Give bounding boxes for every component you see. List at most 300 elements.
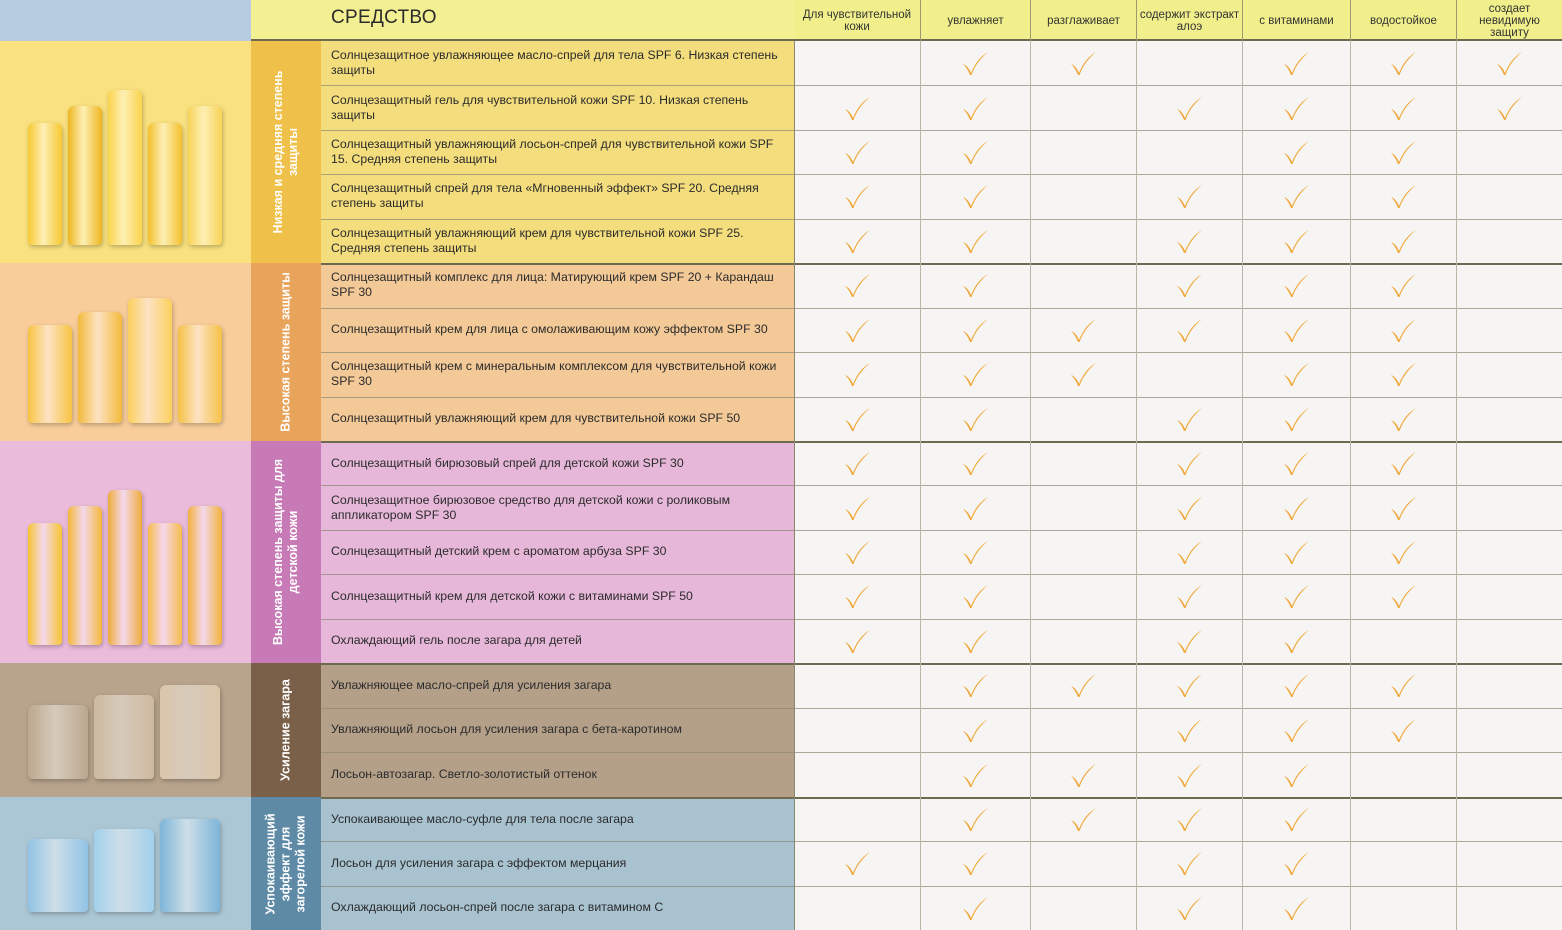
check-icon	[1174, 538, 1204, 566]
cell-7	[1456, 619, 1562, 663]
cell-5	[1242, 219, 1350, 263]
cell-2	[920, 174, 1030, 218]
cell-5	[1242, 574, 1350, 618]
band-label-text: Усиление загара	[278, 679, 293, 781]
check-icon	[960, 182, 990, 210]
check-icon	[1281, 138, 1311, 166]
check-icon	[1388, 182, 1418, 210]
cell-1	[794, 308, 920, 353]
check-icon	[1068, 360, 1098, 388]
cell-3	[1030, 841, 1136, 885]
product-name: Солнцезащитный увлажняющий крем для чувствительной кожи SPF 50	[331, 411, 741, 426]
cell-4	[1136, 886, 1242, 930]
check-icon	[960, 849, 990, 877]
cell-3	[1030, 219, 1136, 263]
cell-3	[1030, 397, 1136, 442]
product-name: Солнцезащитный крем с минеральным комплексом для чувствительной кожи SPF 30	[331, 359, 777, 389]
table-row	[0, 752, 1562, 797]
check-icon	[1281, 582, 1311, 610]
band-divider	[321, 797, 1562, 799]
row-divider	[321, 219, 1562, 220]
check-icon	[842, 849, 872, 877]
cell-6	[1350, 219, 1456, 263]
cell-4	[1136, 485, 1242, 529]
check-icon	[1388, 138, 1418, 166]
row-divider	[321, 530, 1562, 531]
cell-2	[920, 308, 1030, 353]
cell-2	[920, 441, 1030, 485]
cell-5	[1242, 263, 1350, 308]
check-icon	[1388, 671, 1418, 699]
table-row	[0, 797, 1562, 841]
column-header-5: с витаминами	[1242, 0, 1350, 41]
cell-7	[1456, 752, 1562, 797]
check-icon	[960, 538, 990, 566]
check-icon	[1174, 449, 1204, 477]
table-row	[0, 219, 1562, 263]
cell-6	[1350, 663, 1456, 708]
cell-5	[1242, 41, 1350, 85]
check-icon	[960, 227, 990, 255]
check-icon	[1174, 227, 1204, 255]
check-icon	[1281, 849, 1311, 877]
check-icon	[842, 227, 872, 255]
check-icon	[1388, 716, 1418, 744]
cell-6	[1350, 797, 1456, 841]
cell-6	[1350, 619, 1456, 663]
row-divider	[321, 130, 1562, 131]
check-icon	[1494, 94, 1524, 122]
check-icon	[1281, 671, 1311, 699]
check-icon	[1281, 494, 1311, 522]
table-row	[0, 352, 1562, 397]
cell-7	[1456, 485, 1562, 529]
table-row	[0, 308, 1562, 353]
product-name: Солнцезащитный комплекс для лица: Матирующий крем SPF 20 + Карандаш SPF 30	[331, 270, 774, 300]
check-icon	[842, 138, 872, 166]
check-icon	[1174, 582, 1204, 610]
check-icon	[960, 138, 990, 166]
cell-6	[1350, 41, 1456, 85]
cell-7	[1456, 85, 1562, 129]
cell-2	[920, 41, 1030, 85]
band-label-text: Успокаивающий эффект для загорелой кожи	[263, 812, 308, 915]
check-icon	[1174, 849, 1204, 877]
product-name: Охлаждающий лосьон-спрей после загара с витамином С	[331, 900, 664, 915]
cell-7	[1456, 441, 1562, 485]
column-header-6: водостойкое	[1350, 0, 1456, 41]
cell-3	[1030, 752, 1136, 797]
cell-6	[1350, 752, 1456, 797]
cell-5	[1242, 708, 1350, 753]
column-header-4: содержит экстракт алоэ	[1136, 0, 1242, 41]
check-icon	[1388, 494, 1418, 522]
cell-4	[1136, 708, 1242, 753]
cell-6	[1350, 708, 1456, 753]
check-icon	[842, 94, 872, 122]
cell-3	[1030, 619, 1136, 663]
cell-3	[1030, 130, 1136, 174]
cell-3	[1030, 308, 1136, 353]
cell-7	[1456, 574, 1562, 618]
check-icon	[960, 805, 990, 833]
cell-5	[1242, 397, 1350, 442]
check-icon	[842, 582, 872, 610]
cell-1	[794, 174, 920, 218]
cell-3	[1030, 574, 1136, 618]
check-icon	[1174, 271, 1204, 299]
cell-1	[794, 752, 920, 797]
product-name: Солнцезащитный гель для чувствительной кожи SPF 10. Низкая степень защиты	[331, 92, 749, 122]
cell-4	[1136, 530, 1242, 574]
check-icon	[960, 894, 990, 922]
row-divider	[321, 485, 1562, 486]
check-icon	[1281, 805, 1311, 833]
product-name: Солнцезащитное бирюзовое средство для детской кожи с роликовым аппликатором SPF 30	[331, 492, 731, 522]
check-icon	[842, 271, 872, 299]
check-icon	[1388, 316, 1418, 344]
cell-7	[1456, 308, 1562, 353]
check-icon	[1388, 271, 1418, 299]
header-columns	[794, 0, 1562, 41]
check-icon	[842, 449, 872, 477]
check-icon	[960, 405, 990, 433]
cell-1	[794, 41, 920, 85]
table-row	[0, 397, 1562, 442]
row-divider	[321, 886, 1562, 887]
cell-1	[794, 841, 920, 885]
cell-1	[794, 530, 920, 574]
check-icon	[1281, 94, 1311, 122]
cell-5	[1242, 441, 1350, 485]
band-label-text: Высокая степень защиты	[278, 272, 293, 432]
cell-1	[794, 219, 920, 263]
check-icon	[960, 449, 990, 477]
product-name: Охлаждающий гель после загара для детей	[331, 633, 582, 648]
cell-7	[1456, 130, 1562, 174]
check-icon	[842, 538, 872, 566]
check-icon	[842, 494, 872, 522]
column-header-1: Для чувствительной кожи	[802, 8, 912, 33]
cell-5	[1242, 886, 1350, 930]
table-row	[0, 841, 1562, 885]
column-divider	[794, 41, 795, 930]
cell-7	[1456, 797, 1562, 841]
cell-6	[1350, 263, 1456, 308]
column-divider	[1030, 41, 1031, 930]
check-icon	[842, 627, 872, 655]
cell-4	[1136, 619, 1242, 663]
check-icon	[1388, 405, 1418, 433]
row-divider	[321, 708, 1562, 709]
cell-4	[1136, 574, 1242, 618]
header-title: СРЕДСТВО	[331, 7, 437, 28]
cell-5	[1242, 797, 1350, 841]
band-divider	[321, 263, 1562, 265]
table-row	[0, 174, 1562, 218]
cell-5	[1242, 619, 1350, 663]
check-icon	[1281, 627, 1311, 655]
product-name: Солнцезащитный спрей для тела «Мгновенный эффект» SPF 20. Средняя степень защиты	[331, 181, 759, 211]
product-name: Солнцезащитный крем для детской кожи с витаминами SPF 50	[331, 588, 693, 603]
column-header-7: создает невидимую защиту	[1456, 0, 1562, 41]
cell-1	[794, 485, 920, 529]
product-name: Солнцезащитный детский крем с ароматом арбуза SPF 30	[331, 544, 667, 559]
band-2	[0, 263, 1562, 441]
cell-2	[920, 352, 1030, 397]
cell-4	[1136, 797, 1242, 841]
cell-2	[920, 752, 1030, 797]
cell-6	[1350, 174, 1456, 218]
cell-1	[794, 263, 920, 308]
table-row	[0, 85, 1562, 129]
cell-6	[1350, 308, 1456, 353]
check-icon	[1174, 894, 1204, 922]
check-icon	[960, 627, 990, 655]
check-icon	[1068, 671, 1098, 699]
table-row	[0, 619, 1562, 663]
cell-6	[1350, 130, 1456, 174]
cell-4	[1136, 174, 1242, 218]
cell-2	[920, 841, 1030, 885]
product-name: Солнцезащитный бирюзовый спрей для детской кожи SPF 30	[331, 455, 684, 470]
check-icon	[1174, 316, 1204, 344]
check-icon	[1281, 227, 1311, 255]
product-name: Увлажняющее масло-спрей для усиления загара	[331, 677, 612, 692]
header-corner	[0, 0, 251, 41]
check-icon	[1494, 49, 1524, 77]
check-icon	[1281, 449, 1311, 477]
check-icon	[1174, 716, 1204, 744]
cell-7	[1456, 219, 1562, 263]
table-row	[0, 263, 1562, 308]
cell-5	[1242, 308, 1350, 353]
band-divider	[321, 441, 1562, 443]
cell-3	[1030, 708, 1136, 753]
cell-1	[794, 441, 920, 485]
cell-5	[1242, 841, 1350, 885]
cell-2	[920, 886, 1030, 930]
check-icon	[1281, 761, 1311, 789]
table-row	[0, 41, 1562, 85]
cell-2	[920, 708, 1030, 753]
cell-2	[920, 263, 1030, 308]
cell-1	[794, 886, 920, 930]
check-icon	[1388, 227, 1418, 255]
cell-3	[1030, 352, 1136, 397]
table-row	[0, 130, 1562, 174]
row-divider	[321, 308, 1562, 309]
table-row	[0, 485, 1562, 529]
cell-6	[1350, 397, 1456, 442]
cell-5	[1242, 130, 1350, 174]
check-icon	[960, 761, 990, 789]
product-name: Увлажняющий лосьон для усиления загара с бета-каротином	[331, 722, 682, 737]
product-name: Солнцезащитный увлажняющий лосьон-спрей для чувствительной кожи SPF 15. Средняя степень защиты	[331, 136, 774, 166]
cell-5	[1242, 85, 1350, 129]
check-icon	[1174, 182, 1204, 210]
band-divider	[321, 663, 1562, 665]
cell-2	[920, 219, 1030, 263]
cell-4	[1136, 441, 1242, 485]
row-divider	[321, 752, 1562, 753]
check-icon	[1388, 94, 1418, 122]
cell-4	[1136, 841, 1242, 885]
cell-4	[1136, 352, 1242, 397]
cell-7	[1456, 841, 1562, 885]
cell-5	[1242, 663, 1350, 708]
row-divider	[321, 574, 1562, 575]
check-icon	[1281, 49, 1311, 77]
cell-6	[1350, 352, 1456, 397]
check-icon	[1281, 894, 1311, 922]
cell-4	[1136, 219, 1242, 263]
check-icon	[960, 716, 990, 744]
check-icon	[960, 360, 990, 388]
cell-5	[1242, 485, 1350, 529]
check-icon	[960, 49, 990, 77]
check-icon	[1174, 805, 1204, 833]
cell-7	[1456, 263, 1562, 308]
column-divider	[1136, 41, 1137, 930]
cell-6	[1350, 841, 1456, 885]
cell-1	[794, 85, 920, 129]
cell-3	[1030, 41, 1136, 85]
column-divider	[920, 41, 921, 930]
check-icon	[960, 94, 990, 122]
check-icon	[1388, 360, 1418, 388]
check-icon	[1068, 761, 1098, 789]
cell-7	[1456, 663, 1562, 708]
row-divider	[321, 619, 1562, 620]
cell-7	[1456, 397, 1562, 442]
cell-3	[1030, 174, 1136, 218]
column-divider	[1242, 41, 1243, 930]
check-icon	[960, 271, 990, 299]
table-row	[0, 663, 1562, 708]
check-icon	[1174, 94, 1204, 122]
table-row	[0, 574, 1562, 618]
cell-3	[1030, 530, 1136, 574]
cell-6	[1350, 85, 1456, 129]
cell-5	[1242, 352, 1350, 397]
check-icon	[1281, 182, 1311, 210]
check-icon	[1174, 761, 1204, 789]
cell-3	[1030, 485, 1136, 529]
band-label-text: Высокая степень защиты для детской кожи	[271, 458, 300, 646]
check-icon	[1281, 716, 1311, 744]
row-divider	[321, 397, 1562, 398]
cell-2	[920, 574, 1030, 618]
cell-2	[920, 85, 1030, 129]
cell-7	[1456, 530, 1562, 574]
column-divider	[1350, 41, 1351, 930]
table-row	[0, 886, 1562, 930]
product-name: Солнцезащитный крем для лица с омолаживающим кожу эффектом SPF 30	[331, 322, 768, 337]
check-icon	[1388, 538, 1418, 566]
check-icon	[1388, 582, 1418, 610]
cell-3	[1030, 263, 1136, 308]
band-5	[0, 797, 1562, 930]
cell-1	[794, 663, 920, 708]
check-icon	[1174, 627, 1204, 655]
check-icon	[1388, 449, 1418, 477]
cell-3	[1030, 797, 1136, 841]
check-icon	[1068, 805, 1098, 833]
cell-7	[1456, 708, 1562, 753]
row-divider	[321, 841, 1562, 842]
check-icon	[842, 182, 872, 210]
cell-6	[1350, 485, 1456, 529]
check-icon	[842, 360, 872, 388]
cell-3	[1030, 441, 1136, 485]
cell-4	[1136, 263, 1242, 308]
product-name: Лосьон для усиления загара с эффектом мерцания	[331, 855, 627, 870]
row-divider	[321, 85, 1562, 86]
cell-7	[1456, 174, 1562, 218]
cell-6	[1350, 574, 1456, 618]
cell-3	[1030, 85, 1136, 129]
cell-4	[1136, 41, 1242, 85]
product-name: Солнцезащитный увлажняющий крем для чувствительной кожи SPF 25. Средняя степень защиты	[331, 225, 744, 255]
band-1	[0, 41, 1562, 263]
cell-6	[1350, 441, 1456, 485]
cell-2	[920, 797, 1030, 841]
check-icon	[1174, 494, 1204, 522]
cell-7	[1456, 41, 1562, 85]
check-icon	[1068, 49, 1098, 77]
cell-4	[1136, 130, 1242, 174]
check-icon	[1281, 360, 1311, 388]
cell-2	[920, 397, 1030, 442]
cell-3	[1030, 663, 1136, 708]
cell-2	[920, 130, 1030, 174]
cell-1	[794, 397, 920, 442]
cell-1	[794, 619, 920, 663]
cell-1	[794, 797, 920, 841]
check-icon	[1068, 316, 1098, 344]
cell-5	[1242, 174, 1350, 218]
check-icon	[842, 405, 872, 433]
check-icon	[1281, 405, 1311, 433]
cell-7	[1456, 886, 1562, 930]
check-icon	[1388, 49, 1418, 77]
cell-5	[1242, 530, 1350, 574]
check-icon	[1281, 271, 1311, 299]
column-header-3: разглаживает	[1030, 0, 1136, 41]
check-icon	[1281, 538, 1311, 566]
check-icon	[842, 316, 872, 344]
column-header-2: увлажняет	[920, 0, 1030, 41]
cell-1	[794, 352, 920, 397]
check-icon	[1174, 405, 1204, 433]
cell-4	[1136, 752, 1242, 797]
check-icon	[960, 316, 990, 344]
band-3	[0, 441, 1562, 663]
row-divider	[321, 352, 1562, 353]
product-name: Успокаивающее масло-суфле для тела после загара	[331, 811, 634, 826]
table-row	[0, 708, 1562, 753]
cell-5	[1242, 752, 1350, 797]
cell-2	[920, 663, 1030, 708]
cell-4	[1136, 663, 1242, 708]
cell-6	[1350, 886, 1456, 930]
check-icon	[1281, 316, 1311, 344]
product-name: Лосьон-автозагар. Светло-золотистый оттенок	[331, 767, 597, 782]
table-row	[0, 441, 1562, 485]
cell-2	[920, 485, 1030, 529]
check-icon	[960, 494, 990, 522]
